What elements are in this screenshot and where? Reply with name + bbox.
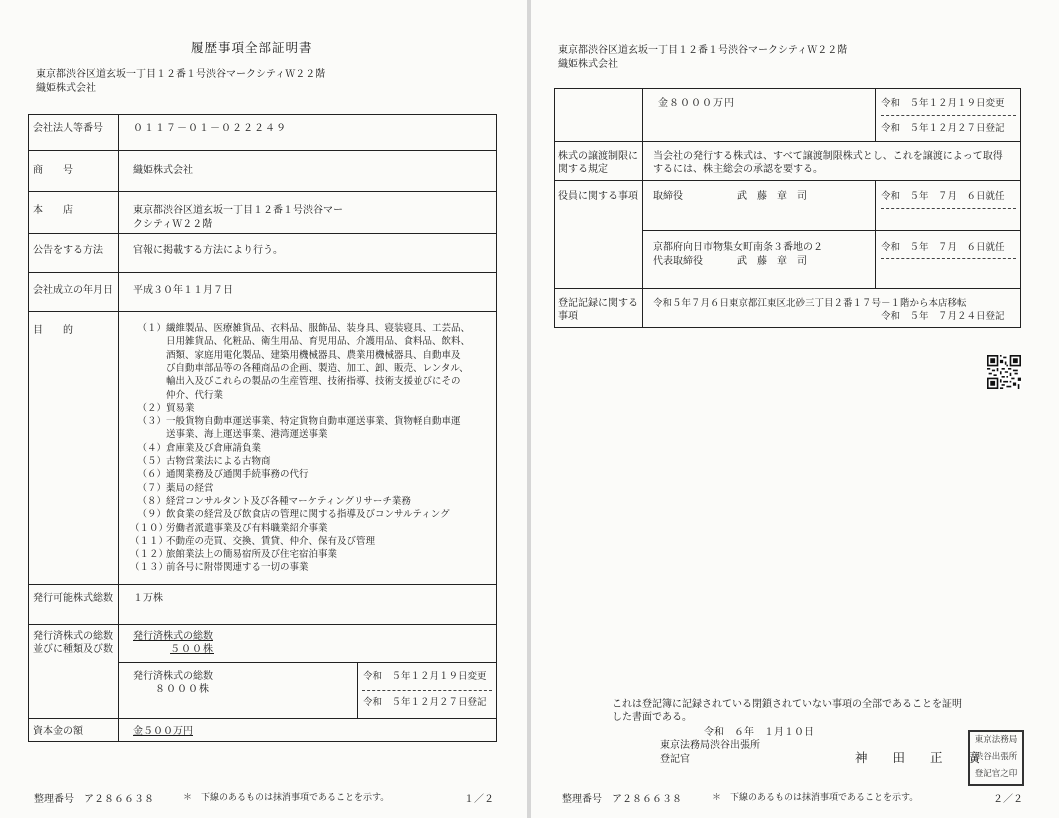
new-issued-shares-value: ８０００株	[155, 684, 210, 695]
footer-serial-number: 整理番号 ア２８６６３８	[34, 794, 154, 805]
label-purpose: 目 的	[33, 325, 73, 336]
purpose-list	[130, 322, 490, 577]
seal-text-line2: 渋谷出張所	[974, 752, 1018, 762]
purpose-item-text: 倉庫業及び倉庫請負業	[166, 442, 262, 454]
purpose-item-text: 通関業務及び通関手続事務の代行	[166, 469, 309, 481]
label-capital: 資本金の額	[33, 726, 83, 737]
document-title: 履歴事項全部証明書	[191, 40, 313, 55]
label-head-office: 本 店	[33, 205, 73, 216]
value-established: 平成３０年１１月７日	[133, 285, 233, 296]
transfer-restriction-line1: 当会社の発行する株式は、すべて譲渡制限株式とし、これを譲渡によって取得	[653, 151, 1003, 162]
registration-record-line1: 令和５年７月６日東京都江東区北砂三丁目２番１７号－１階から本店移転	[653, 298, 967, 309]
purpose-item-line	[130, 508, 450, 522]
purpose-item-text: 輸出入及びこれらの製品の生産管理、技術指導、技術支援並びにその	[166, 376, 461, 388]
purpose-item-line	[130, 548, 337, 562]
officer2-address: 京都府向日市物集女町南条３番地の２	[653, 242, 823, 253]
purpose-item-line	[130, 375, 461, 389]
purpose-item-text: 旅館業法上の簡易宿所及び住宅宿泊事業	[166, 549, 338, 561]
purpose-item-text: 経営コンサルタント及び各種マーケティングリサーチ業務	[166, 495, 411, 507]
purpose-item-number: （１）	[137, 323, 166, 334]
purpose-item-number: （３）	[137, 416, 166, 428]
purpose-item-line	[130, 402, 195, 416]
purpose-item-number: （５）	[137, 456, 166, 467]
header-address: 東京都渋谷区道玄坂一丁目１２番１号渋谷マークシティＷ２２階	[558, 45, 848, 56]
value-corp-number: ０１１７－０１－０２２２４９	[133, 123, 287, 134]
label-public-notice: 公告をする方法	[33, 245, 103, 256]
footer-note: ＊ 下線のあるものは抹消事項であることを示す。	[712, 793, 919, 803]
value-head-office-line2: クシティＷ２２階	[133, 219, 213, 230]
label-corp-number: 会社法人等番号	[33, 123, 103, 134]
registrar-name: 神 田 正 廣	[855, 750, 981, 765]
value-authorized-shares: １万株	[133, 593, 163, 604]
purpose-item-number: （１０）	[130, 522, 169, 534]
purpose-item-line	[130, 362, 469, 376]
purpose-item-line	[130, 455, 271, 469]
label-column-divider	[118, 114, 119, 742]
purpose-item-text: 繊維製品、医療雑貨品、衣料品、服飾品、装身具、寝装寝具、工芸品、	[166, 323, 471, 334]
purpose-item-text: 日用雑貨品、化粧品、衛生用品、育児用品、介護用品、食料品、飲料、	[166, 336, 471, 348]
seal-text-line3: 登記官之印	[974, 769, 1018, 779]
purpose-item-text: 薬局の経営	[166, 482, 214, 494]
value-trade-name: 織姫株式会社	[133, 165, 193, 176]
purpose-item-line	[130, 335, 470, 349]
purpose-item-text: 一般貨物自動車運送事業、特定貨物自動車運送事業、貨物軽自動車運	[166, 416, 461, 428]
certificate-page-2	[531, 0, 1059, 818]
label-officers: 役員に関する事項	[558, 191, 638, 202]
certificate-page-1	[0, 0, 527, 818]
issuing-office: 東京法務局渋谷出張所	[660, 740, 760, 751]
purpose-item-line	[130, 522, 328, 536]
purpose-item-line	[130, 442, 261, 456]
purpose-item-line	[130, 389, 223, 403]
purpose-item-line	[130, 428, 328, 442]
purpose-item-text: 仲介、代行業	[166, 389, 224, 401]
purpose-item-text: 貿易業	[166, 402, 195, 414]
purpose-item-line	[130, 535, 375, 549]
header-company: 織姫株式会社	[558, 59, 618, 70]
officer2-role: 代表取締役	[653, 256, 703, 267]
footer-note: ＊ 下線のあるものは抹消事項であることを示す。	[183, 793, 390, 803]
official-seal	[968, 730, 1024, 786]
purpose-item-number: （１３）	[130, 562, 169, 574]
old-issued-shares-title: 発行済株式の総数	[133, 631, 213, 642]
header-company: 織姫株式会社	[36, 83, 96, 94]
purpose-item-text: 古物営業法による古物商	[166, 456, 271, 467]
purpose-item-number: （８）	[137, 495, 166, 507]
certification-statement-line2: した書面である。	[612, 712, 692, 723]
officer2-name: 武 藤 章 司	[737, 256, 807, 267]
label-issued-shares-2: 並びに種類及び数	[33, 644, 113, 655]
seal-text-line1: 東京法務局	[974, 735, 1018, 745]
purpose-item-number: （６）	[137, 469, 166, 481]
qr-code-icon	[987, 355, 1021, 389]
purpose-item-number: （９）	[137, 509, 166, 521]
purpose-item-number: （１２）	[130, 549, 169, 561]
purpose-item-number: （１１）	[130, 535, 169, 547]
purpose-item-text: 酒類、家庭用電化製品、建築用機械器具、農業用機械器具、自動車及	[166, 349, 461, 361]
label-registration-record-2: 事項	[558, 311, 578, 322]
label-authorized-shares: 発行可能株式総数	[33, 593, 113, 604]
purpose-item-line	[130, 415, 461, 429]
purpose-item-line	[130, 495, 411, 509]
label-issued-shares-1: 発行済株式の総数	[33, 631, 113, 642]
purpose-item-text: び自動車部品等の各種商品の企画、製造、加工、卸、販売、レンタル、	[166, 362, 469, 374]
purpose-item-text: 飲食業の経営及び飲食店の管理に関する指導及びコンサルティング	[166, 509, 450, 521]
issued-shares-registration-date: 令和 ５年１２月２７日登記	[363, 697, 487, 708]
registration-record-line2: 令和 ５年 ７月２４日登記	[881, 311, 1005, 322]
purpose-item-text: 前各号に附帯関連する一切の事業	[166, 562, 309, 574]
purpose-item-line	[130, 561, 309, 575]
purpose-item-text: 不動産の売買、交換、賃貸、仲介、保有及び管理	[166, 535, 376, 547]
purpose-item-number: （４）	[137, 442, 166, 454]
label-registration-record-1: 登記記録に関する	[558, 298, 638, 309]
capital-change-date: 令和 ５年１２月１９日変更	[881, 98, 1005, 109]
issued-shares-change-date: 令和 ５年１２月１９日変更	[363, 671, 487, 682]
footer-serial-number: 整理番号 ア２８６６３８	[562, 794, 682, 805]
officer1-name: 武 藤 章 司	[737, 191, 807, 202]
footer-page-number: １／２	[464, 794, 494, 805]
new-issued-shares-title: 発行済株式の総数	[133, 671, 213, 682]
header-address: 東京都渋谷区道玄坂一丁目１２番１号渋谷マークシティＷ２２階	[36, 69, 326, 80]
purpose-item-line	[130, 349, 461, 363]
label-trade-name: 商 号	[33, 165, 73, 176]
purpose-item-line	[130, 468, 309, 482]
value-head-office-line1: 東京都渋谷区道玄坂一丁目１２番１号渋谷マー	[133, 205, 343, 216]
certification-date: 令和 ６年 １月１０日	[704, 727, 814, 738]
registrar-title: 登記官	[660, 754, 690, 765]
officer2-appointed-date: 令和 ５年 ７月 ６日就任	[881, 242, 1005, 253]
value-capital-current: 金８０００万円	[658, 98, 735, 109]
capital-registration-date: 令和 ５年１２月２７日登記	[881, 123, 1005, 134]
old-issued-shares-value: ５００株	[170, 644, 214, 655]
officer1-role: 取締役	[653, 191, 683, 202]
value-capital-old: 金５００万円	[133, 726, 193, 737]
transfer-restriction-line2: するには、株主総会の承認を要する。	[653, 164, 823, 175]
value-public-notice: 官報に掲載する方法により行う。	[133, 245, 283, 256]
officer1-appointed-date: 令和 ５年 ７月 ６日就任	[881, 191, 1005, 202]
footer-page-number: ２／２	[993, 794, 1023, 805]
purpose-item-line	[130, 322, 470, 336]
purpose-item-text: 労働者派遣事業及び有料職業紹介事業	[166, 522, 328, 534]
label-established: 会社成立の年月日	[33, 285, 113, 296]
purpose-item-text: 送事業、海上運送事業、港湾運送事業	[166, 429, 328, 441]
purpose-item-number: （７）	[137, 482, 166, 494]
label-transfer-restriction-1: 株式の譲渡制限に	[558, 151, 638, 162]
purpose-item-number: （２）	[137, 402, 166, 414]
purpose-item-line	[130, 482, 214, 496]
label-transfer-restriction-2: 関する規定	[558, 164, 608, 175]
certification-statement-line1: これは登記簿に記録されている閉鎖されていない事項の全部であることを証明	[612, 699, 962, 710]
